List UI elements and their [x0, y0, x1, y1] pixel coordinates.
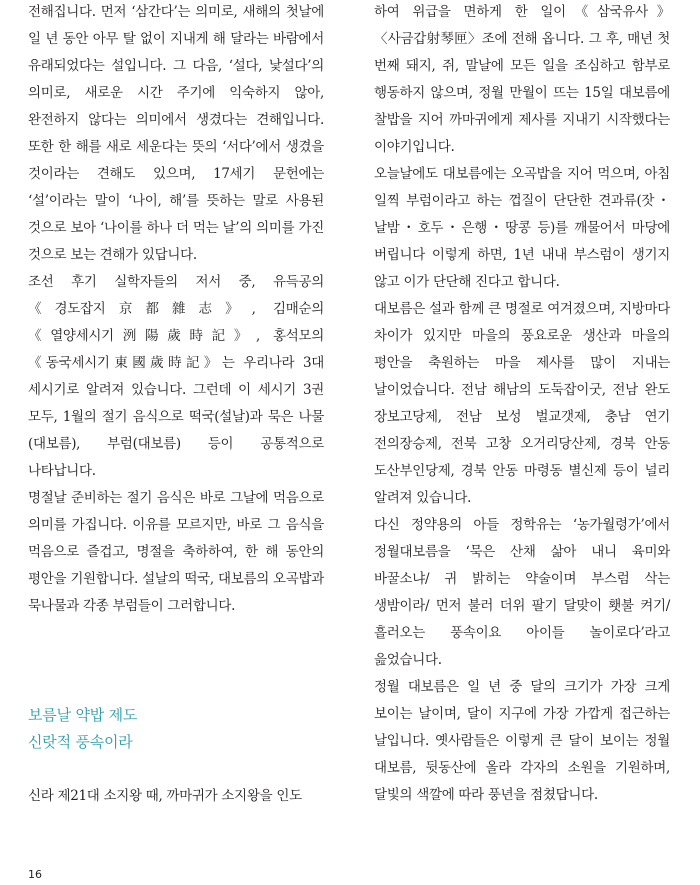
left-column [28, 0, 324, 804]
body-paragraph: 전해집니다. 먼저 ‘삼간다’는 의미로, 새해의 첫날에 일 년 동안 아무 탈 없이 지내게 해 달라는 바람에서 유래되었다는 설입니다. 그 다음, ‘설다, 낯설다’의 의미로, 새로운 시간 주기에 익숙하지 않아, 완전하지 않다는 의미에서 생겼다는 견해입니다. 또한 한 해를 새로 세운다는 뜻의 ‘서다’에서 생겼을 것이라는 견해도 있으며, 17세기 문헌에는 ‘설’이라는 말이 ‘나이, 해’를 뜻하는 말로 사용된 것으로 보아 ‘나이를 하나 더 먹는 날’의 의미를 가진 것으로 보는 견해가 있답니다. [28, 4, 324, 263]
page-number: 16 [28, 868, 42, 881]
body-paragraph: 명절날 준비하는 절기 음식은 바로 그날에 먹음으로 의미를 가집니다. 이유를 모르지만, 바로 그 음식을 먹음으로 즐겁고, 명절을 축하하여, 한 해 동안의 평안을 기원합니다. 설날의 떡국, 대보름의 오곡밥과 묵나물과 각종 부럼들이 그러합니다. [28, 490, 324, 614]
body-paragraph: 다신 정약용의 아들 정학유는 ‘농가월령가’에서 정월대보름을 ‘묵은 산채 삶아 내니 육미와 바꿀소냐/ 귀 밝히는 약술이며 부스럼 삭는 생밤이라/ 먼저 불러 더위 팔기 달맞이 횃불 켜기/ 흘러오는 풍속이요 아이들 놀이로다’라고 읊었습니다. [374, 517, 670, 668]
section-heading [28, 702, 324, 756]
body-paragraph: 대보름은 설과 함께 큰 명절로 여겨졌으며, 지방마다 차이가 있지만 마을의 풍요로운 생산과 마을의 평안을 축원하는 마을 제사를 많이 지내는 날이었습니다. 전남 해남의 도둑잡이굿, 전남 완도 장보고당제, 전남 보성 벌교갯제, 충남 연기 전의장승제, 전북 고창 오거리당산제, 경북 안동 도산부인당제, 경북 안동 마령동 별신제 등이 널리 알려져 있습니다. [374, 301, 670, 506]
body-paragraph: 하여 위급을 면하게 한 일이《삼국유사》〈사금갑射琴匣〉조에 전해 옵니다. 그 후, 매년 첫 번째 돼지, 쥐, 말날에 모든 일을 조심하고 함부로 행동하지 않으며, 정월 만월이 뜨는 15일 대보름에 찰밥을 지어 까마귀에게 제사를 지내기 시작했다는 이야기입니다. [374, 4, 670, 155]
right-column [374, 0, 670, 809]
body-paragraph: 신라 제21대 소지왕 때, 까마귀가 소지왕을 인도 [28, 788, 302, 804]
section-heading-line-2: 신랏적 풍속이라 [28, 733, 133, 751]
body-paragraph: 조선 후기 실학자들의 저서 중, 유득공의《경도잡지京都雜志》, 김매순의《열양세시기洌陽歲時記》, 홍석모의《동국세시기東國歲時記》는 우리나라 3대 세시기로 알려져 있습니다. 그런데 이 세시기 3권 모두, 1월의 절기 음식으로 떡국(설날)과 묵은 나물(대보름), 부럼(대보름) 등이 공통적으로 나타납니다. [28, 274, 324, 479]
body-paragraph: 정월 대보름은 일 년 중 달의 크기가 가장 크게 보이는 날이며, 달이 지구에 가장 가깝게 접근하는 날입니다. 옛사람들은 이렇게 큰 달이 보이는 정월 대보름, 뒷동산에 올라 각자의 소원을 기원하며, 달빛의 색깔에 따라 풍년을 점쳤답니다. [374, 679, 670, 803]
body-paragraph: 오늘날에도 대보름에는 오곡밥을 지어 먹으며, 아침 일찍 부럼이라고 하는 껍질이 단단한 견과류(잣・날밤・호두・은행・땅콩 등)를 깨물어서 마당에 버립니다 이렇게 하면, 1년 내내 부스럼이 생기지 않고 이가 단단해 진다고 합니다. [374, 166, 670, 290]
section-heading-line-1: 보름날 약밥 제도 [28, 706, 138, 724]
